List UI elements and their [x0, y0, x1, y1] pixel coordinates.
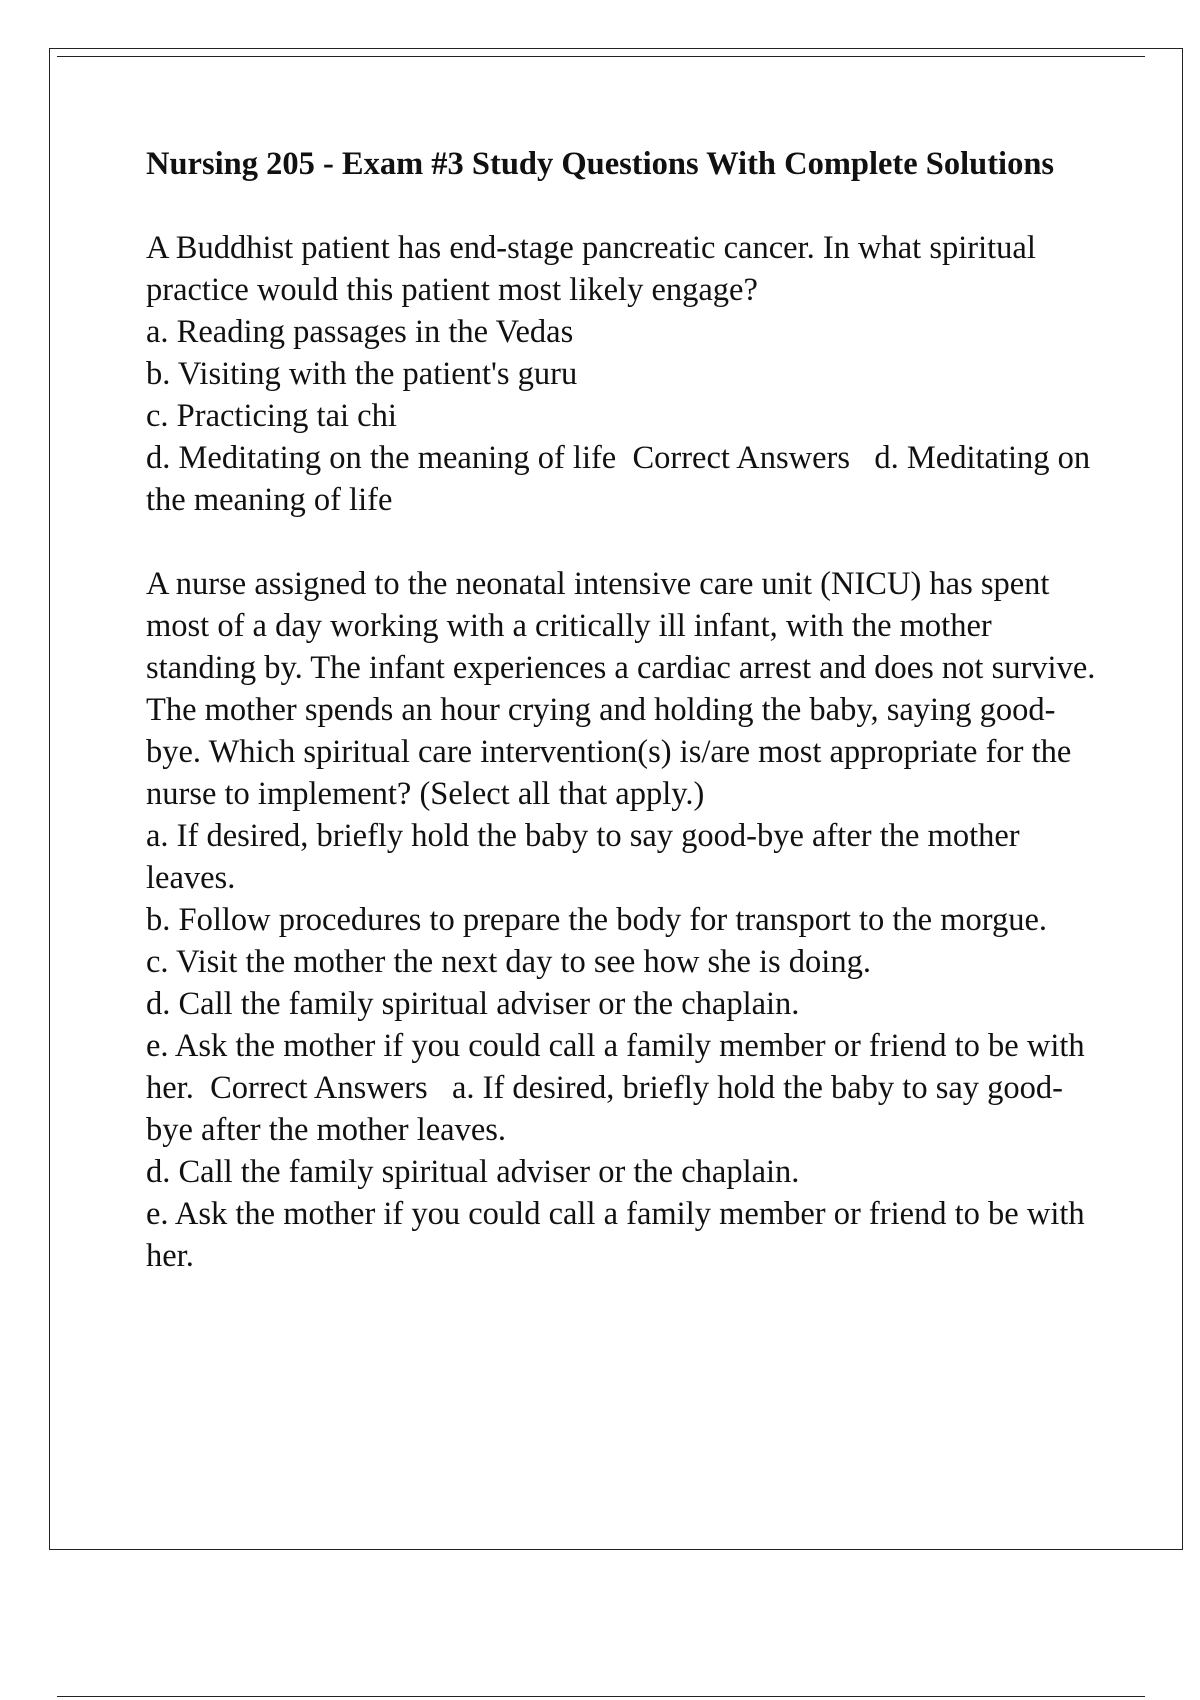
question-1 — [146, 227, 1106, 521]
correct-answer-line: d. Call the family spiritual adviser or the chaplain. — [146, 1154, 800, 1190]
question-stem: A Buddhist patient has end-stage pancreatic cancer. In what spiritual practice would this patient most likely engage? — [146, 230, 1044, 308]
question-2 — [146, 563, 1106, 1277]
document-body — [146, 143, 1106, 1319]
top-rule — [57, 56, 1145, 57]
answer-option-with-correct-answer: e. Ask the mother if you could call a family member or friend to be with her. Correct Answers a. If desired, briefly hold the baby to say good-bye after the mother leaves. — [146, 1028, 1093, 1148]
answer-option: b. Visiting with the patient's guru — [146, 356, 578, 392]
document-title: Nursing 205 - Exam #3 Study Questions With Complete Solutions — [146, 146, 1055, 182]
answer-option: b. Follow procedures to prepare the body for transport to the morgue. — [146, 902, 1048, 938]
answer-option: a. Reading passages in the Vedas — [146, 314, 574, 350]
correct-answer-line: e. Ask the mother if you could call a family member or friend to be with her. — [146, 1196, 1093, 1274]
bottom-rule — [57, 1696, 1145, 1697]
answer-option: d. Call the family spiritual adviser or the chaplain. — [146, 986, 800, 1022]
answer-option: a. If desired, briefly hold the baby to say good-bye after the mother leaves. — [146, 818, 1028, 896]
answer-option-with-correct-answer: d. Meditating on the meaning of life Correct Answers d. Meditating on the meaning of life — [146, 440, 1099, 518]
question-stem: A nurse assigned to the neonatal intensive care unit (NICU) has spent most of a day working with a critically ill infant, with the mother standing by. The infant experiences a cardiac arrest and does not survive. The mother spends an hour crying and holding the baby, saying good-bye. Which spiritual care intervention(s) is/are most appropriate for the nurse to implement? (Select all that apply.) — [146, 566, 1103, 812]
answer-option: c. Visit the mother the next day to see how she is doing. — [146, 944, 871, 980]
answer-option: c. Practicing tai chi — [146, 398, 397, 434]
